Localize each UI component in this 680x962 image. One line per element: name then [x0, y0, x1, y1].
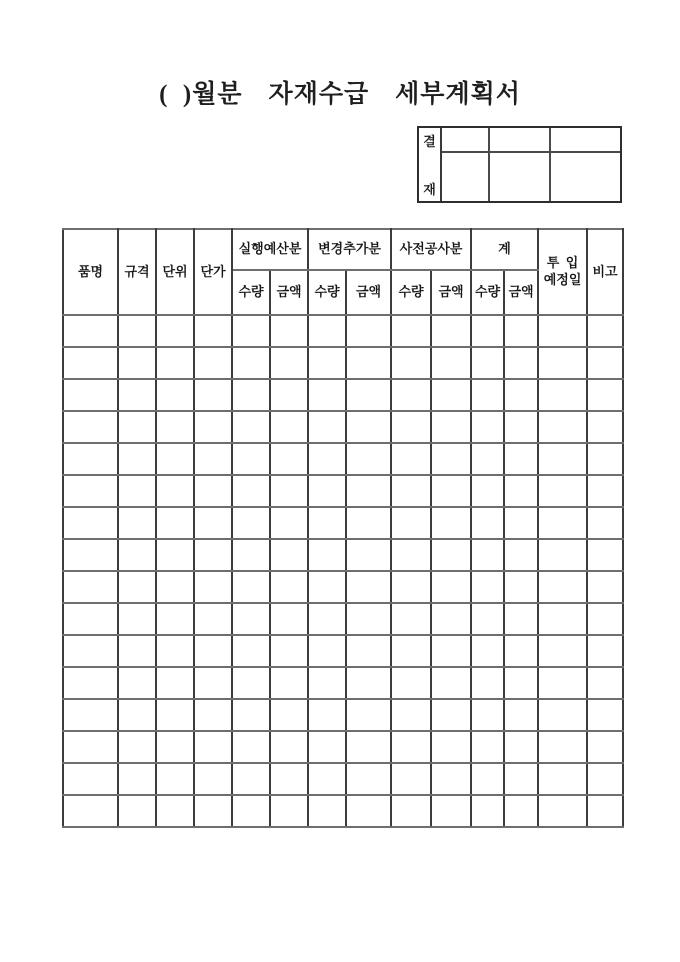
body-cell — [538, 699, 587, 731]
body-cell — [156, 475, 194, 507]
body-cell — [194, 795, 232, 827]
approval-label — [419, 128, 442, 201]
body-cell — [194, 699, 232, 731]
body-cell — [118, 571, 156, 603]
approval-signature-cell — [442, 128, 490, 153]
body-cell — [63, 315, 118, 347]
body-cell — [587, 315, 623, 347]
body-cell — [504, 731, 538, 763]
approval-box — [417, 126, 622, 203]
body-cell — [587, 347, 623, 379]
body-cell — [63, 411, 118, 443]
body-cell — [156, 443, 194, 475]
body-cell — [471, 731, 504, 763]
body-cell — [538, 315, 587, 347]
body-cell — [232, 571, 270, 603]
body-cell — [308, 635, 346, 667]
body-cell — [471, 795, 504, 827]
col-header-qty: 수량 — [471, 270, 504, 315]
body-cell — [194, 603, 232, 635]
body-cell — [194, 347, 232, 379]
approval-signature-cell — [442, 153, 490, 201]
body-cell — [471, 539, 504, 571]
body-cell — [391, 539, 431, 571]
body-cell — [346, 475, 391, 507]
body-cell — [587, 443, 623, 475]
body-cell — [587, 475, 623, 507]
body-cell — [270, 571, 308, 603]
body-cell — [391, 571, 431, 603]
body-cell — [346, 699, 391, 731]
table-row — [63, 411, 623, 443]
body-cell — [587, 507, 623, 539]
group-header-total: 계 — [471, 229, 538, 270]
body-cell — [538, 507, 587, 539]
col-header-amount: 금액 — [270, 270, 308, 315]
body-cell — [118, 763, 156, 795]
body-cell — [194, 475, 232, 507]
body-cell — [504, 699, 538, 731]
table-row — [63, 443, 623, 475]
body-cell — [194, 667, 232, 699]
body-cell — [156, 571, 194, 603]
body-cell — [587, 699, 623, 731]
body-cell — [538, 411, 587, 443]
body-cell — [156, 795, 194, 827]
body-cell — [504, 795, 538, 827]
body-cell — [391, 795, 431, 827]
body-cell — [118, 443, 156, 475]
col-header-qty: 수량 — [232, 270, 270, 315]
body-cell — [346, 571, 391, 603]
approval-signature-cell — [551, 128, 620, 153]
body-cell — [504, 507, 538, 539]
col-header-unit: 단위 — [156, 229, 194, 315]
table-row — [63, 379, 623, 411]
body-cell — [587, 795, 623, 827]
body-cell — [391, 315, 431, 347]
body-cell — [118, 315, 156, 347]
table-row — [63, 539, 623, 571]
body-cell — [346, 443, 391, 475]
body-cell — [194, 379, 232, 411]
body-cell — [587, 571, 623, 603]
body-cell — [471, 411, 504, 443]
col-header-unit-price: 단가 — [194, 229, 232, 315]
body-cell — [63, 635, 118, 667]
body-cell — [118, 539, 156, 571]
approval-signature-cell — [490, 153, 551, 201]
body-cell — [63, 603, 118, 635]
body-cell — [308, 667, 346, 699]
body-cell — [504, 667, 538, 699]
body-cell — [538, 475, 587, 507]
body-cell — [308, 411, 346, 443]
body-cell — [504, 763, 538, 795]
body-cell — [232, 603, 270, 635]
planned-input-line1: 투 입 — [546, 255, 579, 271]
body-cell — [308, 571, 346, 603]
body-cell — [471, 443, 504, 475]
col-header-planned-input-date — [538, 229, 587, 315]
body-cell — [587, 603, 623, 635]
body-cell — [194, 315, 232, 347]
body-cell — [587, 667, 623, 699]
body-cell — [431, 347, 471, 379]
body-cell — [346, 795, 391, 827]
group-header-change-addition: 변경추가분 — [308, 229, 391, 270]
col-header-amount: 금액 — [504, 270, 538, 315]
body-cell — [63, 699, 118, 731]
body-cell — [538, 635, 587, 667]
body-cell — [270, 443, 308, 475]
body-cell — [232, 443, 270, 475]
body-cell — [308, 603, 346, 635]
body-cell — [538, 379, 587, 411]
body-cell — [194, 763, 232, 795]
table-row — [63, 507, 623, 539]
body-cell — [346, 347, 391, 379]
document-title: ( )월분 자재수급 세부계획서 — [159, 81, 521, 108]
body-cell — [431, 411, 471, 443]
body-cell — [194, 411, 232, 443]
body-cell — [308, 699, 346, 731]
body-cell — [118, 475, 156, 507]
col-header-amount: 금액 — [431, 270, 471, 315]
body-cell — [504, 411, 538, 443]
body-cell — [270, 507, 308, 539]
body-cell — [391, 763, 431, 795]
body-cell — [346, 411, 391, 443]
body-cell — [308, 507, 346, 539]
body-cell — [270, 379, 308, 411]
body-cell — [232, 507, 270, 539]
body-cell — [346, 731, 391, 763]
body-cell — [118, 411, 156, 443]
body-cell — [232, 475, 270, 507]
body-cell — [308, 347, 346, 379]
body-cell — [431, 667, 471, 699]
body-cell — [270, 475, 308, 507]
body-cell — [63, 507, 118, 539]
body-cell — [587, 635, 623, 667]
body-cell — [156, 379, 194, 411]
body-cell — [391, 411, 431, 443]
body-cell — [118, 507, 156, 539]
body-cell — [538, 443, 587, 475]
table-row — [63, 699, 623, 731]
table-row — [63, 795, 623, 827]
body-cell — [346, 507, 391, 539]
body-cell — [156, 507, 194, 539]
planned-input-line2: 예정일 — [543, 272, 582, 287]
body-cell — [504, 347, 538, 379]
body-cell — [118, 635, 156, 667]
body-cell — [587, 763, 623, 795]
body-cell — [391, 667, 431, 699]
body-cell — [391, 507, 431, 539]
body-cell — [308, 475, 346, 507]
group-header-exec-budget: 실행예산분 — [232, 229, 308, 270]
body-cell — [538, 603, 587, 635]
body-cell — [346, 379, 391, 411]
body-cell — [504, 539, 538, 571]
body-cell — [346, 315, 391, 347]
table-row — [63, 635, 623, 667]
body-cell — [63, 379, 118, 411]
body-cell — [270, 763, 308, 795]
body-cell — [391, 347, 431, 379]
body-cell — [391, 731, 431, 763]
body-cell — [232, 667, 270, 699]
body-cell — [194, 443, 232, 475]
approval-label-char-bottom: 재 — [423, 182, 436, 197]
body-cell — [270, 731, 308, 763]
body-cell — [431, 763, 471, 795]
table-row — [63, 347, 623, 379]
body-cell — [538, 539, 587, 571]
body-cell — [63, 795, 118, 827]
body-cell — [270, 635, 308, 667]
body-cell — [471, 603, 504, 635]
body-cell — [156, 347, 194, 379]
body-cell — [471, 379, 504, 411]
body-cell — [587, 379, 623, 411]
approval-signature-cell — [551, 153, 620, 201]
body-cell — [194, 635, 232, 667]
body-cell — [232, 379, 270, 411]
body-cell — [232, 411, 270, 443]
col-header-qty: 수량 — [308, 270, 346, 315]
body-cell — [63, 475, 118, 507]
body-cell — [431, 603, 471, 635]
body-cell — [308, 795, 346, 827]
body-cell — [308, 379, 346, 411]
col-header-qty: 수량 — [391, 270, 431, 315]
body-cell — [63, 347, 118, 379]
body-cell — [431, 507, 471, 539]
body-cell — [471, 475, 504, 507]
body-cell — [270, 795, 308, 827]
body-cell — [504, 635, 538, 667]
body-cell — [504, 315, 538, 347]
plan-table-body — [63, 315, 623, 827]
body-cell — [118, 731, 156, 763]
body-cell — [391, 443, 431, 475]
body-cell — [308, 763, 346, 795]
body-cell — [504, 571, 538, 603]
body-cell — [504, 603, 538, 635]
body-cell — [63, 731, 118, 763]
approval-label-char-top: 결 — [423, 134, 436, 149]
body-cell — [156, 699, 194, 731]
body-cell — [156, 635, 194, 667]
table-row — [63, 315, 623, 347]
body-cell — [431, 571, 471, 603]
body-cell — [431, 731, 471, 763]
table-row — [63, 667, 623, 699]
body-cell — [431, 443, 471, 475]
body-cell — [232, 635, 270, 667]
body-cell — [270, 315, 308, 347]
body-cell — [538, 667, 587, 699]
body-cell — [232, 539, 270, 571]
table-row — [63, 475, 623, 507]
body-cell — [156, 315, 194, 347]
body-cell — [587, 731, 623, 763]
body-cell — [194, 731, 232, 763]
body-cell — [194, 539, 232, 571]
body-cell — [270, 411, 308, 443]
body-cell — [63, 571, 118, 603]
body-cell — [63, 443, 118, 475]
body-cell — [308, 539, 346, 571]
body-cell — [587, 411, 623, 443]
body-cell — [391, 635, 431, 667]
body-cell — [346, 603, 391, 635]
body-cell — [538, 731, 587, 763]
col-header-item: 품명 — [63, 229, 118, 315]
body-cell — [346, 763, 391, 795]
col-header-remarks: 비고 — [587, 229, 623, 315]
body-cell — [118, 347, 156, 379]
body-cell — [232, 795, 270, 827]
body-cell — [471, 635, 504, 667]
body-cell — [504, 475, 538, 507]
approval-signature-grid — [442, 128, 620, 201]
body-cell — [471, 571, 504, 603]
body-cell — [232, 315, 270, 347]
col-header-amount: 금액 — [346, 270, 391, 315]
body-cell — [471, 315, 504, 347]
body-cell — [270, 539, 308, 571]
body-cell — [194, 507, 232, 539]
body-cell — [431, 539, 471, 571]
body-cell — [118, 379, 156, 411]
body-cell — [63, 667, 118, 699]
body-cell — [346, 667, 391, 699]
body-cell — [156, 763, 194, 795]
table-row — [63, 603, 623, 635]
body-cell — [431, 795, 471, 827]
body-cell — [270, 347, 308, 379]
body-cell — [156, 731, 194, 763]
body-cell — [538, 347, 587, 379]
body-cell — [504, 379, 538, 411]
col-header-spec: 규격 — [118, 229, 156, 315]
body-cell — [471, 507, 504, 539]
approval-signature-cell — [490, 128, 551, 153]
body-cell — [232, 763, 270, 795]
body-cell — [232, 731, 270, 763]
body-cell — [118, 699, 156, 731]
body-cell — [194, 571, 232, 603]
body-cell — [118, 795, 156, 827]
body-cell — [63, 539, 118, 571]
body-cell — [308, 731, 346, 763]
body-cell — [346, 635, 391, 667]
body-cell — [431, 315, 471, 347]
body-cell — [538, 795, 587, 827]
body-cell — [270, 699, 308, 731]
table-header — [63, 229, 623, 315]
body-cell — [156, 667, 194, 699]
body-cell — [156, 539, 194, 571]
body-cell — [538, 571, 587, 603]
body-cell — [431, 699, 471, 731]
material-plan-table — [62, 228, 624, 828]
table-row — [63, 763, 623, 795]
body-cell — [270, 667, 308, 699]
body-cell — [232, 347, 270, 379]
group-header-pre-construction: 사전공사분 — [391, 229, 471, 270]
table-row — [63, 571, 623, 603]
body-cell — [308, 443, 346, 475]
body-cell — [471, 763, 504, 795]
body-cell — [232, 699, 270, 731]
body-cell — [391, 699, 431, 731]
body-cell — [391, 603, 431, 635]
body-cell — [431, 379, 471, 411]
body-cell — [587, 539, 623, 571]
body-cell — [391, 475, 431, 507]
body-cell — [308, 315, 346, 347]
table-row — [63, 731, 623, 763]
body-cell — [270, 603, 308, 635]
body-cell — [156, 603, 194, 635]
body-cell — [346, 539, 391, 571]
body-cell — [118, 667, 156, 699]
body-cell — [63, 763, 118, 795]
body-cell — [391, 379, 431, 411]
body-cell — [538, 763, 587, 795]
body-cell — [431, 635, 471, 667]
body-cell — [431, 475, 471, 507]
body-cell — [471, 667, 504, 699]
body-cell — [156, 411, 194, 443]
body-cell — [118, 603, 156, 635]
body-cell — [471, 699, 504, 731]
body-cell — [471, 347, 504, 379]
body-cell — [504, 443, 538, 475]
